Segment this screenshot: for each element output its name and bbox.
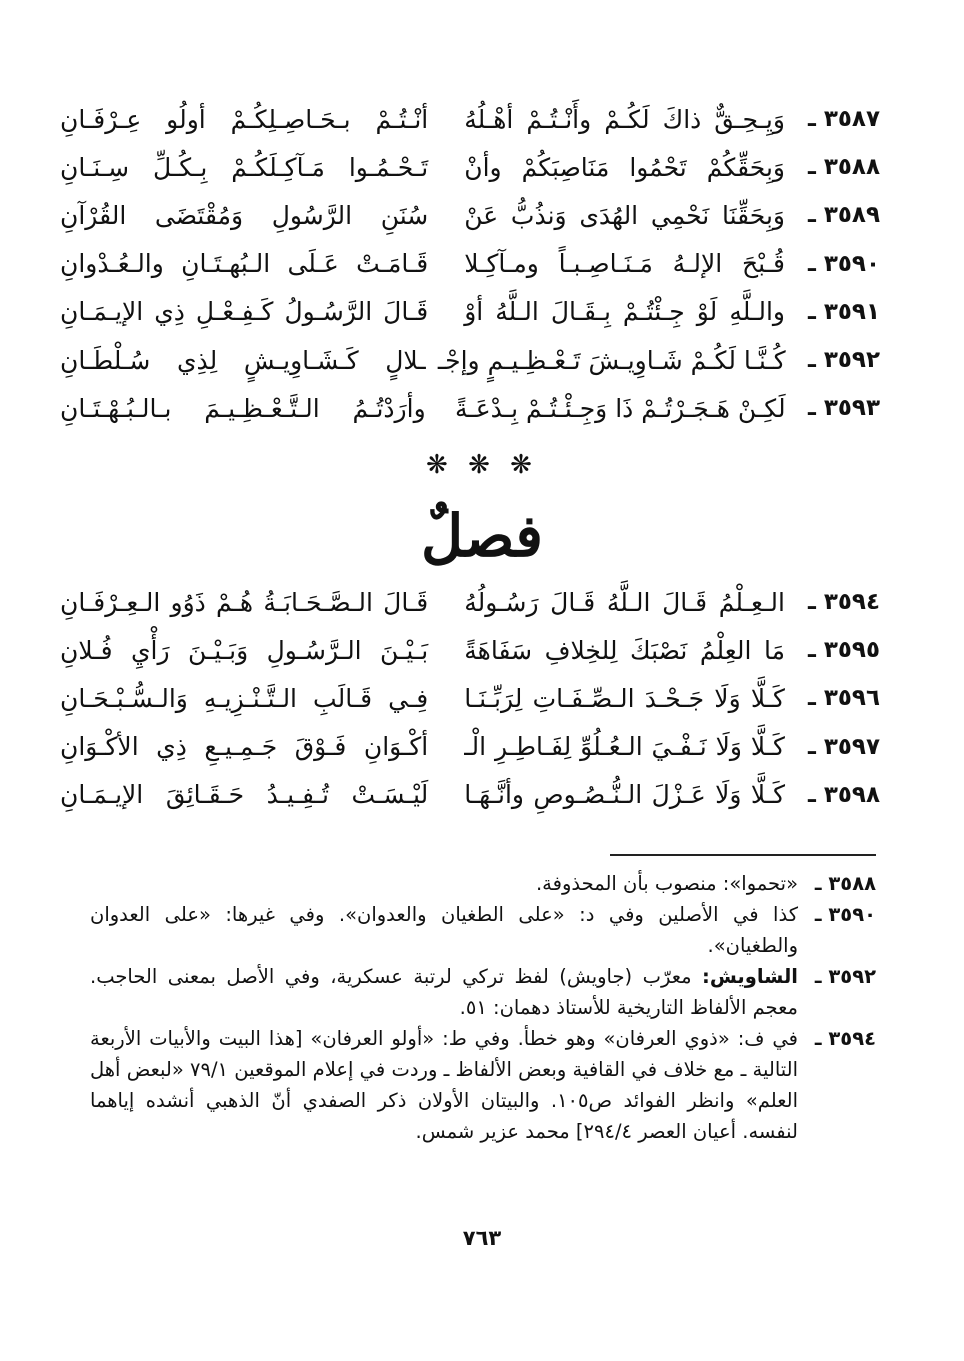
verse-row	[60, 240, 880, 288]
verse-number: ٣٥٩٣ ـ	[807, 395, 880, 422]
verse-number: ٣٥٨٩ ـ	[807, 202, 880, 229]
footnote	[90, 961, 876, 1023]
verse-first-hemistich: كُـنَّـا لَكُـمْ شَـاوِيـشَ تَـعْـظِـيـمٍ وإجْـ	[437, 345, 786, 375]
verse-second-hemistich: أنْـتُـمْ بـحَـاصِـلِكُـمْ أولُو عِـرْفَـانِ	[59, 104, 429, 134]
section-title: فصلٌ	[421, 502, 543, 570]
footnote-text	[90, 961, 798, 1023]
footnote-number: ٣٥٩٤ ـ	[814, 1027, 876, 1050]
verse-number: ٣٥٨٧ ـ	[807, 106, 880, 133]
verse-first-hemistich: كَـلَّا وَلَا نَـفْـيَ الـعُـلُوِّ لِفَـاطِـرِ الْـ	[464, 732, 785, 762]
verse-second-hemistich: ـلالٍ كَـشَـاوِيـشٍ لِذِي سُـلْطَـانِ	[60, 345, 426, 375]
verse-first-hemistich: مَا العِلْمُ نَصْبَكَ لِلخِلافِ سَفَاهَةً	[464, 635, 785, 665]
verse-number: ٣٥٩١ ـ	[807, 298, 880, 325]
verse-first-hemistich: والـلَّهِ لَوْ جِـئْتُـمْ بِـقَـالَ الـلَّهُ أوْ	[464, 297, 785, 327]
footnote	[90, 1023, 876, 1147]
footnote-text	[90, 899, 798, 961]
verse-first-hemistich: وَبِحَقِّكُمْ تَحْمُوا مَنَاصِبَكُمْ وأنْ	[464, 152, 785, 182]
verse-second-hemistich: تَـحْـمُـوا مَـآكِـلَكُـمْ بِـكُـلِّ سِـنَـانِ	[59, 152, 429, 182]
footnote-number: ٣٥٩٠ ـ	[814, 903, 876, 926]
verse-row	[60, 578, 880, 626]
footnote	[90, 899, 876, 961]
verse-first-hemistich: الـعِـلْمُ قَـالَ الـلَّهُ قَـالَ رَسُـولُهُ	[464, 587, 785, 617]
verse-row	[60, 288, 880, 336]
verse-second-hemistich: وأرَدْتُـمُ الـتَّـعْـظِـيـمَ بـالـبُـهْـتَـانِ	[60, 393, 426, 423]
verse-number: ٣٥٩٢ ـ	[807, 347, 880, 374]
footnote-body: «تحموا»: منصوب بأن المحذوفة.	[535, 872, 798, 895]
verse-first-hemistich: قُـبْحَ الإلـهُ مَـنَـاصِـبـاً ومـآكِـلا	[464, 249, 785, 279]
footnote-divider	[610, 854, 876, 856]
verse-number: ٣٥٩٤ ـ	[807, 589, 880, 616]
verse-number: ٣٥٩٦ ـ	[807, 685, 880, 712]
footnote-body: معرّب (جاويش) لفظ تركي لرتبة عسكرية، وفي الأصل بمعنى الحاجب. معجم الألفاظ التاريخية للأستاذ دهمان: ٥١.	[90, 965, 798, 1019]
verse-first-hemistich: كَـلَّا وَلَا عَـزْلَ الـنُّـصُـوصِ وأنَّـهَـا	[464, 780, 785, 810]
verse-second-hemistich: بَـيْـنَ الـرَّسُـولِ وَبَـيْـنَ رَأْيِ فُـلانِ	[59, 635, 429, 665]
verse-number: ٣٥٩٠ ـ	[807, 250, 880, 277]
separator-stars-icon: ❋ ❋ ❋	[426, 450, 538, 480]
verse-number: ٣٥٩٨ ـ	[807, 781, 880, 808]
verse-number: ٣٥٩٧ ـ	[807, 733, 880, 760]
verse-second-hemistich: قَـامَـتْ عَـلَى الـبُهـتَـانِ والـعُـدْوانِ	[59, 249, 429, 279]
verse-row	[60, 723, 880, 771]
verse-second-hemistich: فِـي قَـالَبِ الـتَّـنْـزِيـهِ وَالـسُّـبْـحَـانِ	[59, 683, 429, 713]
verses-top	[60, 95, 880, 432]
verse-first-hemistich: كَـلَّا وَلَا جَـحْـدَ الـصِّـفَـاتِ لِرَبِّـنَـا	[464, 683, 785, 713]
verse-second-hemistich: أكْـوَانِ فَـوْقَ جَـمِـيـعِ ذِي الأكْـوَانِ	[59, 732, 429, 762]
verse-second-hemistich: قَـالَ الرَّسُـولُ كَـفِـعْـلِ ذِي الإيـمَـانِ	[59, 297, 429, 327]
verse-row	[60, 191, 880, 239]
verse-row	[60, 384, 880, 432]
footnotes	[90, 868, 876, 1147]
footnote-number: ٣٥٩٢ ـ	[814, 965, 876, 988]
verses-bottom	[60, 578, 880, 819]
verse-row	[60, 674, 880, 722]
footnote-text	[90, 1023, 798, 1147]
verse-second-hemistich: قَـالَ الـصَّـحَـابَـةُ هُـمْ ذَوُو الـعِـرْفَـانِ	[59, 587, 429, 617]
verse-number: ٣٥٩٥ ـ	[807, 637, 880, 664]
footnote	[90, 868, 876, 899]
footnote-number: ٣٥٨٨ ـ	[814, 872, 876, 895]
page-number: ٧٦٣	[462, 1226, 502, 1250]
verse-number: ٣٥٨٨ ـ	[807, 154, 880, 181]
verse-row	[60, 626, 880, 674]
verse-row	[60, 336, 880, 384]
verse-first-hemistich: وَيِـحِـقٌّ ذاكَ لَكُـمْ وأَنْـتُـمْ أهْـلُهُ	[464, 104, 785, 134]
footnote-term: الشاويش:	[702, 965, 798, 988]
verse-second-hemistich: سُنَنِ الرَّسُولِ وَمُقْتَضَى القُرْآنِ	[59, 200, 429, 230]
verse-row	[60, 143, 880, 191]
footnote-text	[90, 868, 798, 899]
verse-row	[60, 771, 880, 819]
verse-first-hemistich: وَبِحَقِّنَا نَحْمِي الهُدَى وَنذُبُّ عَنْ	[464, 200, 785, 230]
footnote-body: في ف: «ذوي العرفان» وهو خطأ. وفي ط: «أولو العرفان» [هذا البيت والأبيات الأربعة التالية ـ مع خلاف في القافية وبعض الألفاظ ـ وردت في إعلام الموقعين ٧٩/١ «لبعض أهل العلم» وانظر الفوائد ص١٠٥. والبيتان الأولان ذكر الصفدي أنّ الذهبي أنشده إياهما لنفسه. أعيان العصر ٢٩٤/٤] محمد عزير شمس.	[90, 1027, 799, 1143]
verse-first-hemistich: لَكِـنْ هَـجَـرْتُـمْ ذَا وَجِـئْـتُـمْ بِـدْعَـةً	[455, 393, 786, 423]
footnote-body: كذا في الأصلين وفي د: «على الطغيان والعدوان». وفي غيرها: «على العدوان والطغيان».	[90, 903, 798, 957]
verse-second-hemistich: لَيْـسَـتْ تُـفِـيـدُ حَـقَـائِقَ الإيـمَـانِ	[59, 780, 429, 810]
verse-row	[60, 95, 880, 143]
